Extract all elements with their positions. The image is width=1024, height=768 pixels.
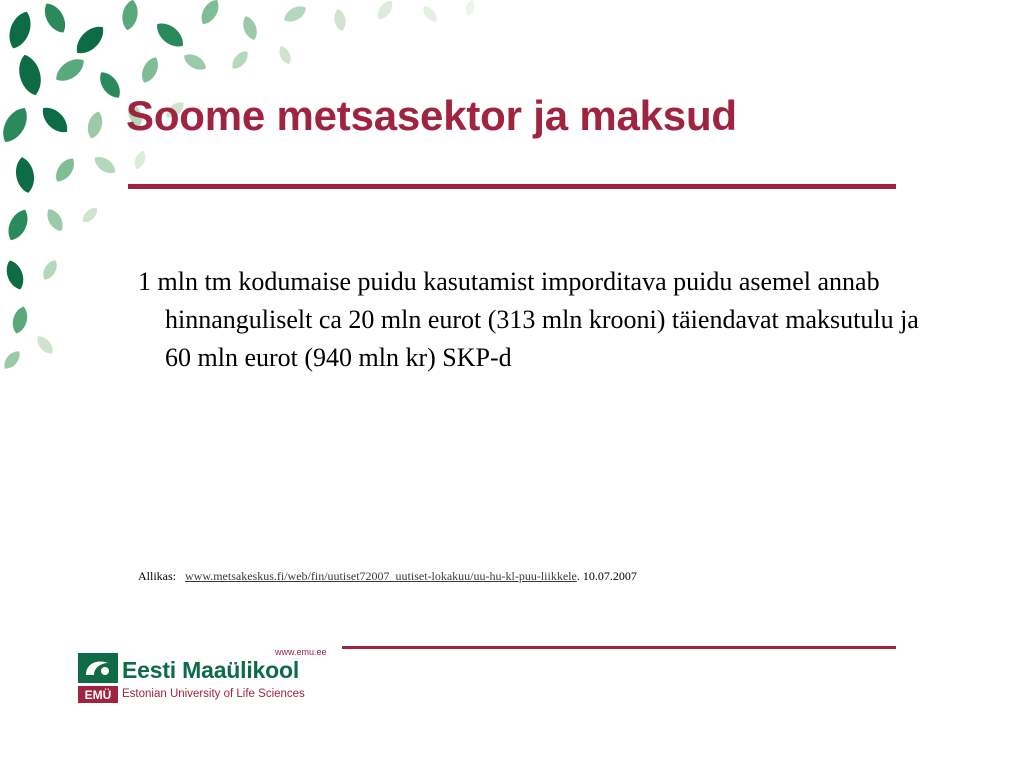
logo-name: Eesti Maaülikool — [122, 657, 300, 683]
source-link[interactable]: www.metsakeskus.fi/web/fin/uutiset72007_uutiset-lokakuu/uu-hu-kl-puu-liikkele — [185, 569, 577, 583]
slide-body-text: 1 mln tm kodumaise puidu kasutamist imporditava puidu asemel annab hinnanguliselt ca 20 mln eurot (313 mln krooni) täiendavat maksutulu ja 60 mln eurot (940 mln kr) SKP-d — [138, 267, 919, 372]
title-divider — [128, 184, 896, 189]
footer-url[interactable]: www.emu.ee — [275, 647, 327, 657]
logo-subtitle: Estonian University of Life Sciences — [122, 688, 305, 700]
source-citation — [138, 569, 637, 584]
emu-logo-icon — [78, 653, 118, 703]
footer-divider — [342, 646, 896, 649]
university-logo — [78, 653, 328, 705]
logo-mark-text: EMÜ — [84, 688, 112, 702]
source-date: . 10.07.2007 — [576, 569, 637, 583]
source-label: Allikas: — [138, 569, 176, 583]
slide-title: Soome metsasektor ja maksud — [126, 92, 737, 139]
